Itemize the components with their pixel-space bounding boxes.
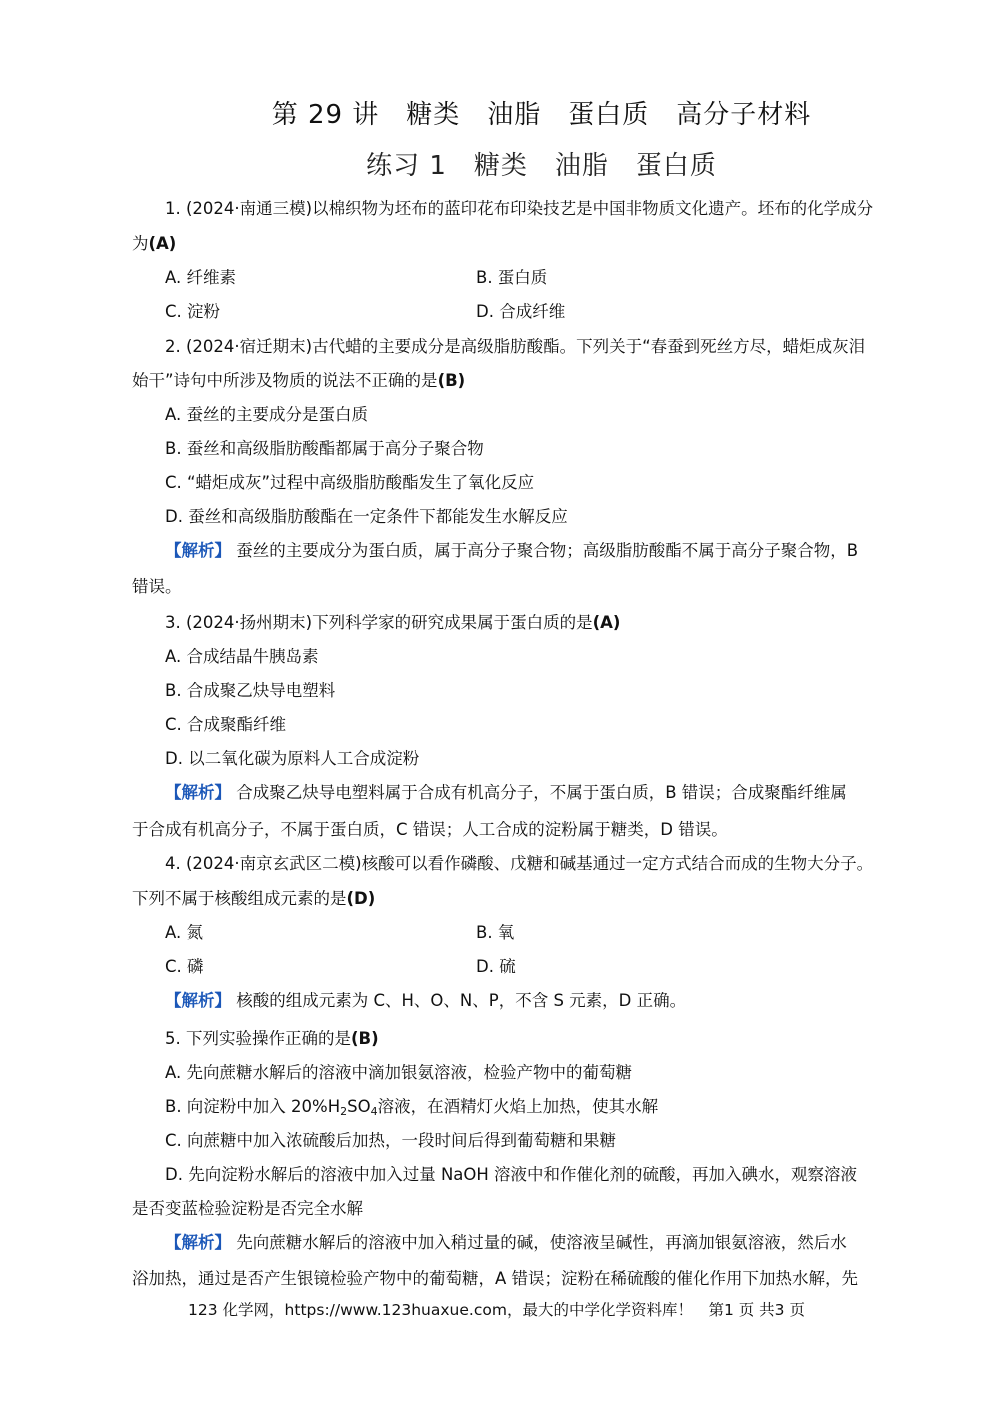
- q4-analysis-text: 核酸的组成元素为 C、H、O、N、P，不含 S 元素，D 正确。: [231, 991, 687, 1010]
- q4-stem-line1: 4. (2024·南京玄武区二模)核酸可以看作磷酸、戊糖和碱基通过一定方式结合而成的生物大分子。: [165, 854, 874, 873]
- q2-analysis-label: 【解析】: [165, 541, 231, 560]
- q1-option-c: C. 淀粉: [165, 302, 221, 321]
- q4-stem-line2: [132, 888, 375, 910]
- q3-option-d: D. 以二氧化碳为原料人工合成淀粉: [165, 749, 420, 768]
- q3-analysis-label: 【解析】: [165, 783, 231, 802]
- q2-analysis-line1: [165, 540, 858, 562]
- q2-option-a: A. 蚕丝的主要成分是蛋白质: [165, 405, 368, 424]
- q1-stem-text: 为: [132, 234, 149, 253]
- q3-stem-text: 3. (2024·扬州期末)下列科学家的研究成果属于蛋白质的是: [165, 613, 593, 632]
- q5-analysis-text: 先向蔗糖水解后的溶液中加入稍过量的碱，使溶液呈碱性，再滴加银氨溶液，然后水: [231, 1233, 847, 1252]
- q5-answer: (B): [351, 1029, 379, 1048]
- q2-stem-text: 始干”诗句中所涉及物质的说法不正确的是: [132, 371, 438, 390]
- q5-option-b-tail: 溶液，在酒精灯火焰上加热，使其水解: [377, 1097, 659, 1116]
- q2-option-b: B. 蚕丝和高级脂肪酸酯都属于高分子聚合物: [165, 439, 484, 458]
- q5-option-b-sub2: 4: [370, 1105, 378, 1118]
- q5-option-b-mid: SO: [347, 1097, 371, 1116]
- q3-option-a: A. 合成结晶牛胰岛素: [165, 647, 319, 666]
- q1-option-a: A. 纤维素: [165, 268, 236, 287]
- q1-stem-line1: 1. (2024·南通三模)以棉织物为坯布的蓝印花布印染技艺是中国非物质文化遗产。坯布的化学成分: [165, 199, 874, 218]
- q2-option-c: C. “蜡炬成灰”过程中高级脂肪酸酯发生了氧化反应: [165, 473, 535, 492]
- q2-analysis-line2: 错误。: [132, 577, 182, 596]
- page-footer: 123 化学网，https://www.123huaxue.com，最大的中学化学资料库！ 第1 页 共3 页: [188, 1301, 805, 1319]
- q2-answer: (B): [437, 371, 466, 390]
- q3-option-b: B. 合成聚乙炔导电塑料: [165, 681, 336, 700]
- q2-stem-line2: [132, 370, 465, 392]
- q3-answer: (A): [592, 613, 621, 632]
- q1-option-d: D. 合成纤维: [476, 302, 566, 321]
- q5-stem-text: 5. 下列实验操作正确的是: [165, 1029, 351, 1048]
- q5-option-b-sub1: 2: [340, 1105, 348, 1118]
- page-subtitle: 练习 1 糖类 油脂 蛋白质: [366, 151, 717, 181]
- q3-analysis-line1: [165, 782, 847, 804]
- q5-option-d: D. 先向淀粉水解后的溶液中加入过量 NaOH 溶液中和作催化剂的硫酸，再加入碘水，观察溶液: [165, 1165, 858, 1184]
- q2-analysis-text: 蚕丝的主要成分为蛋白质，属于高分子聚合物；高级脂肪酸酯不属于高分子聚合物，B: [231, 541, 859, 560]
- q4-option-a: A. 氮: [165, 923, 203, 942]
- q4-option-b: B. 氧: [476, 923, 515, 942]
- q4-analysis-line1: [165, 990, 686, 1012]
- q4-stem-text: 下列不属于核酸组成元素的是: [132, 889, 347, 908]
- q5-analysis-line2: 浴加热，通过是否产生银镜检验产物中的葡萄糖，A 错误；淀粉在稀硫酸的催化作用下加热水解，先: [132, 1269, 859, 1288]
- q3-option-c: C. 合成聚酯纤维: [165, 715, 287, 734]
- q5-option-b: [165, 1096, 658, 1123]
- q5-stem-line1: [165, 1028, 379, 1050]
- page-title: 第 29 讲 糖类 油脂 蛋白质 高分子材料: [271, 100, 812, 130]
- q4-option-d: D. 硫: [476, 957, 516, 976]
- q4-answer: (D): [346, 889, 376, 908]
- q4-option-c: C. 磷: [165, 957, 204, 976]
- q5-option-d-line2: 是否变蓝检验淀粉是否完全水解: [132, 1199, 363, 1218]
- q1-option-b: B. 蛋白质: [476, 268, 548, 287]
- q1-answer: (A): [148, 234, 177, 253]
- q2-stem-line1: 2. (2024·宿迁期末)古代蜡的主要成分是高级脂肪酸酯。下列关于“春蚕到死丝方尽，蜡炬成灰泪: [165, 337, 866, 356]
- q3-stem-line1: [165, 612, 620, 634]
- q5-analysis-label: 【解析】: [165, 1233, 231, 1252]
- q1-stem-line2: [132, 233, 176, 255]
- q4-analysis-label: 【解析】: [165, 991, 231, 1010]
- q2-option-d: D. 蚕丝和高级脂肪酸酯在一定条件下都能发生水解反应: [165, 507, 568, 526]
- q5-analysis-line1: [165, 1232, 847, 1254]
- q3-analysis-text: 合成聚乙炔导电塑料属于合成有机高分子，不属于蛋白质，B 错误；合成聚酯纤维属: [231, 783, 847, 802]
- q3-analysis-line2: 于合成有机高分子，不属于蛋白质，C 错误；人工合成的淀粉属于糖类，D 错误。: [132, 820, 728, 839]
- q5-option-a: A. 先向蔗糖水解后的溶液中滴加银氨溶液，检验产物中的葡萄糖: [165, 1063, 632, 1082]
- q5-option-b-text: B. 向淀粉中加入 20%H: [165, 1097, 341, 1116]
- q5-option-c: C. 向蔗糖中加入浓硫酸后加热，一段时间后得到葡萄糖和果糖: [165, 1131, 617, 1150]
